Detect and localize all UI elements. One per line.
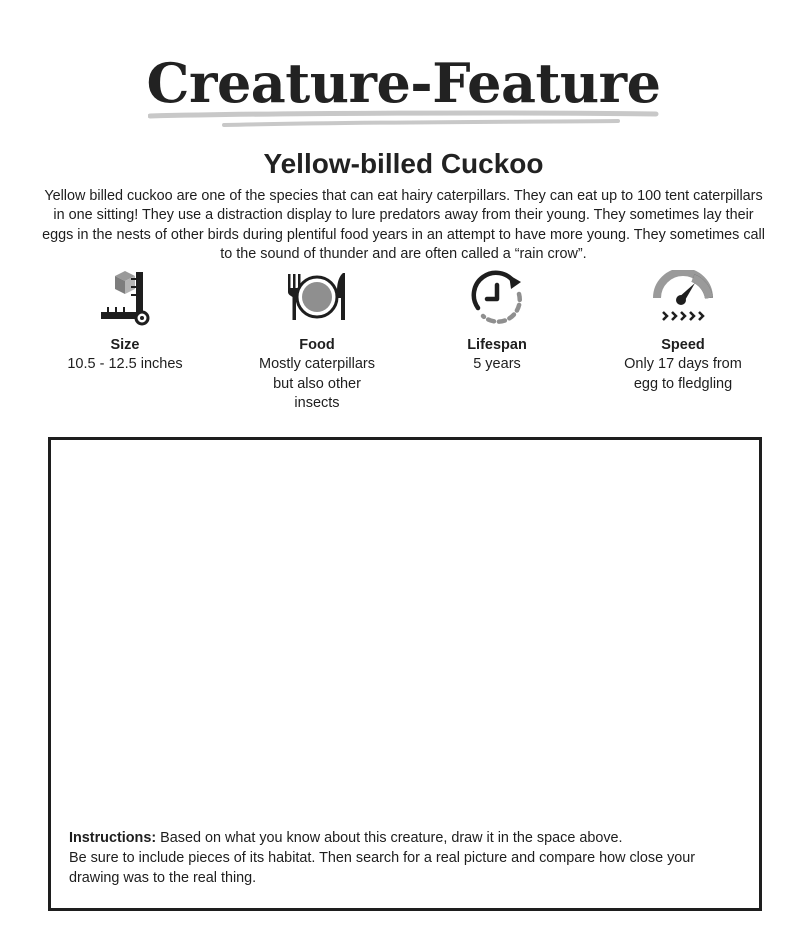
fact-lifespan-value: 5 years xyxy=(473,356,521,372)
fact-lifespan-label: Lifespan xyxy=(467,337,527,353)
fact-size-label: Size xyxy=(110,337,140,353)
fact-size-value: 10.5 - 12.5 inches xyxy=(67,356,183,372)
fact-food-label: Food xyxy=(299,337,335,353)
instructions-line-1: Based on what you know about this creature, draw it in the space above. xyxy=(156,830,623,846)
drawing-area[interactable] xyxy=(48,437,762,911)
creature-description: Yellow billed cuckoo are one of the species that can eat hairy caterpillars. They can eat up to 100 tent caterpillars in one sitting! They use a distraction display to lure predators away from their young. They sometimes lay their eggs in the nests of other birds during plentiful food years in an attempt to have more young. They sometimes call to the sound of thunder and are often called a “rain crow”. xyxy=(42,188,765,263)
speedometer-icon xyxy=(608,270,758,326)
instructions-label: Instructions: xyxy=(69,830,157,846)
fact-size xyxy=(50,270,200,375)
instructions-line-2: Be sure to include pieces of its habitat. Then search for a real picture and compare how close your drawing was to the real thing. xyxy=(69,850,696,886)
page-title: Creature-Feature xyxy=(146,51,661,115)
ruler-box-icon xyxy=(50,270,200,326)
fact-speed xyxy=(608,270,758,394)
instructions xyxy=(69,828,749,888)
fact-speed-value: Only 17 days from egg to fledgling xyxy=(624,356,742,392)
fact-lifespan xyxy=(422,270,572,375)
fact-row xyxy=(0,270,807,420)
fact-speed-label: Speed xyxy=(661,337,705,353)
creature-name: Yellow-billed Cuckoo xyxy=(263,148,544,179)
clock-icon xyxy=(422,270,572,326)
fact-food-value: Mostly caterpillars but also other insects xyxy=(258,356,376,411)
fact-food xyxy=(242,270,392,414)
plate-utensils-icon xyxy=(242,270,392,326)
title-underline-decoration xyxy=(148,108,660,132)
